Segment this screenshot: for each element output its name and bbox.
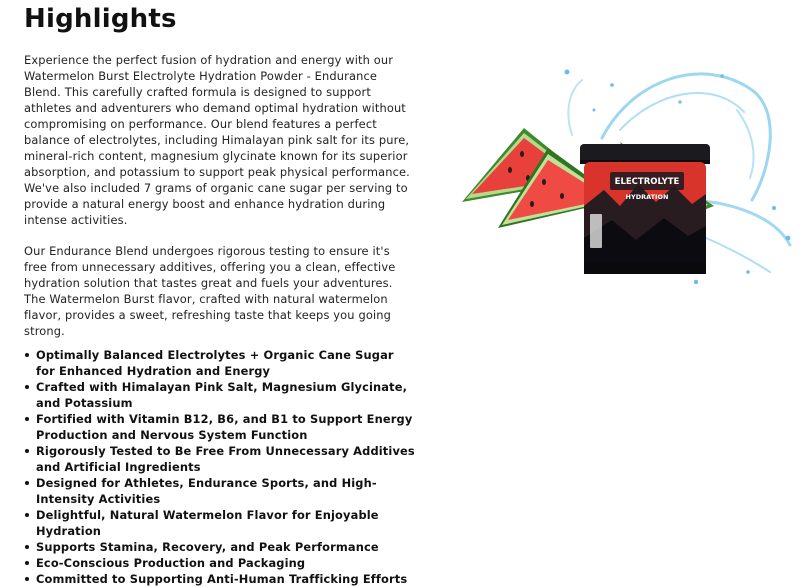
feature-item: Rigorously Tested to Be Free From Unnecessary Additives and Artificial Ingredients xyxy=(24,443,416,475)
feature-item: Supports Stamina, Recovery, and Peak Performance xyxy=(24,539,416,555)
feature-item: Committed to Supporting Anti-Human Trafficking Efforts xyxy=(24,571,416,587)
feature-item: Eco-Conscious Production and Packaging xyxy=(24,555,416,571)
highlights-content xyxy=(24,52,416,587)
feature-item: Fortified with Vitamin B12, B6, and B1 to Support Energy Production and Nervous System Function xyxy=(24,411,416,443)
feature-item: Crafted with Himalayan Pink Salt, Magnesium Glycinate, and Potassium xyxy=(24,379,416,411)
feature-item: Optimally Balanced Electrolytes + Organic Cane Sugar for Enhanced Hydration and Energy xyxy=(24,347,416,379)
page-title: Highlights xyxy=(24,4,177,34)
feature-item: Designed for Athletes, Endurance Sports, and High-Intensity Activities xyxy=(24,475,416,507)
product-image xyxy=(452,50,800,300)
product-illustration xyxy=(452,50,800,300)
feature-list xyxy=(24,347,416,587)
tub-label-title: ELECTROLYTE xyxy=(614,177,680,187)
description-paragraph: Our Endurance Blend undergoes rigorous testing to ensure it's free from unnecessary additives, offering you a clean, effective hydration solution that tastes great and fuels your adventures. The Watermelon Burst flavor, crafted with natural watermelon flavor, provides a sweet, refreshing taste that keeps you going strong. xyxy=(24,244,396,338)
feature-item: Delightful, Natural Watermelon Flavor for Enjoyable Hydration xyxy=(24,507,416,539)
product-tub-icon xyxy=(584,162,706,274)
description-paragraph: Experience the perfect fusion of hydration and energy with our Watermelon Burst Electrolyte Hydration Powder - Endurance Blend. This carefully crafted formula is designed to support athletes and adventurers who demand optimal hydration without compromising on performance. Our blend features a perfect balance of electrolytes, including Himalayan pink salt for its pure, mineral-rich content, magnesium glycinate known for its superior absorption, and potassium to support peak physical performance. We've also included 7 grams of organic cane sugar per serving to provide a natural energy boost and enhance hydration during intense activities. xyxy=(24,53,410,227)
tub-label-subtitle: HYDRATION xyxy=(625,193,669,201)
